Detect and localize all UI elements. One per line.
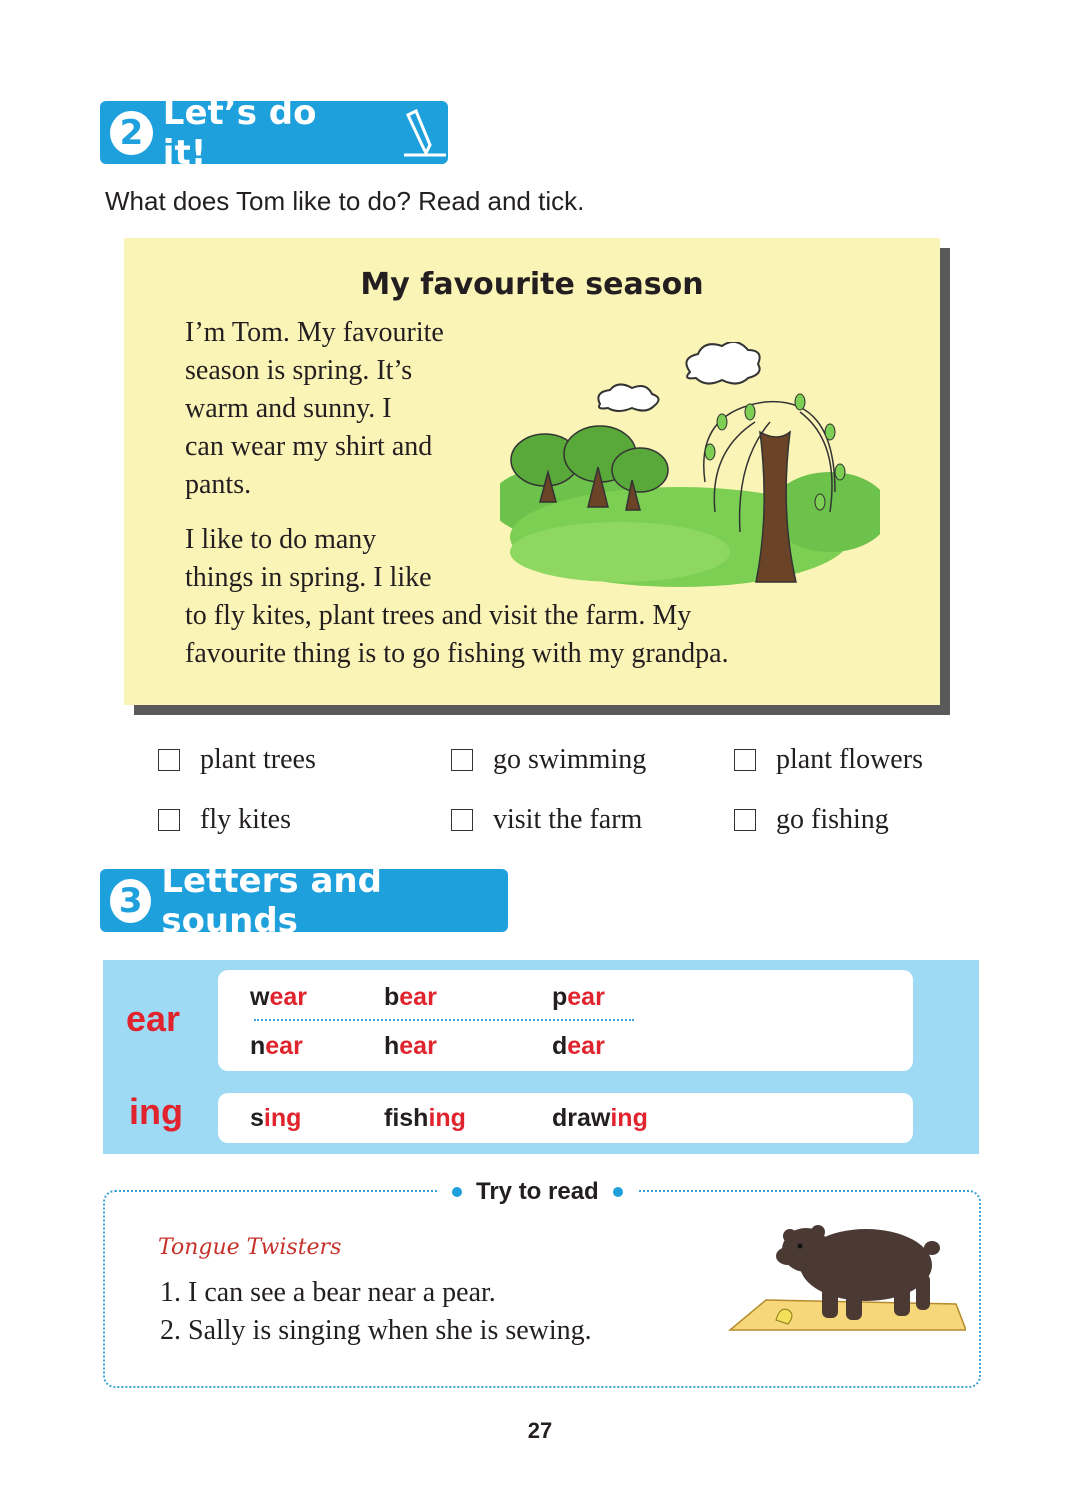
bullet-dot-icon bbox=[452, 1187, 462, 1197]
word-sing: sing bbox=[250, 1104, 302, 1132]
phonics-key-ear: ear bbox=[126, 998, 181, 1039]
phonics-key-ing: ing bbox=[129, 1091, 183, 1132]
dotted-divider bbox=[254, 1019, 634, 1021]
text-line: can wear my shirt and bbox=[185, 431, 433, 462]
option-visit-the-farm[interactable] bbox=[451, 804, 642, 836]
text-line: warm and sunny. I bbox=[185, 393, 392, 424]
checkbox[interactable] bbox=[734, 809, 756, 831]
section-title: Letters and sounds bbox=[161, 860, 382, 941]
word-near: near bbox=[250, 1032, 303, 1060]
text-line: season is spring. It’s bbox=[185, 355, 413, 386]
tongue-twisters-title: Tongue Twisters bbox=[158, 1235, 342, 1260]
option-fly-kites[interactable] bbox=[158, 804, 291, 836]
section-2-banner bbox=[100, 92, 448, 173]
checkbox[interactable] bbox=[158, 809, 180, 831]
option-label: fly kites bbox=[200, 804, 291, 835]
reading-title: My favourite season bbox=[360, 267, 704, 302]
option-plant-trees[interactable] bbox=[158, 744, 316, 776]
option-label: go fishing bbox=[776, 804, 889, 835]
option-label: go swimming bbox=[493, 744, 647, 775]
word-fishing: fishing bbox=[384, 1104, 466, 1132]
tongue-twister-1: 1. I can see a bear near a pear. bbox=[160, 1277, 496, 1308]
option-go-fishing[interactable] bbox=[734, 804, 889, 836]
text-line: pants. bbox=[185, 469, 252, 500]
word-dear: dear bbox=[552, 1032, 605, 1060]
text-line: things in spring. I like bbox=[185, 562, 432, 593]
word-drawing: drawing bbox=[552, 1104, 648, 1132]
reading-paragraph-1 bbox=[185, 314, 444, 504]
text-line: to fly kites, plant trees and visit the farm. My bbox=[185, 600, 692, 631]
option-label: visit the farm bbox=[493, 804, 643, 835]
section-title: Let’s do it! bbox=[162, 92, 317, 173]
spring-trees-illustration bbox=[500, 342, 880, 592]
checkbox[interactable] bbox=[451, 809, 473, 831]
tongue-twister-2: 2. Sally is singing when she is sewing. bbox=[160, 1315, 592, 1346]
section-number: 2 bbox=[110, 111, 153, 155]
section-3-banner bbox=[100, 860, 508, 941]
checkbox[interactable] bbox=[451, 749, 473, 771]
word-pear: pear bbox=[552, 983, 605, 1011]
text-line: I like to do many bbox=[185, 524, 377, 555]
instruction: What does Tom like to do? Read and tick. bbox=[105, 186, 585, 216]
option-go-swimming[interactable] bbox=[451, 744, 646, 776]
word-bear: bear bbox=[384, 983, 437, 1011]
word-wear: wear bbox=[250, 983, 307, 1011]
section-number: 3 bbox=[110, 879, 151, 923]
checkbox[interactable] bbox=[734, 749, 756, 771]
try-to-read-label bbox=[438, 1177, 637, 1207]
page-number: 27 bbox=[527, 1418, 553, 1443]
option-label: plant trees bbox=[200, 744, 316, 775]
option-plant-flowers[interactable] bbox=[734, 744, 923, 776]
bear-with-pear-illustration bbox=[726, 1220, 966, 1340]
word-hear: hear bbox=[384, 1032, 437, 1060]
bullet-dot-icon bbox=[613, 1187, 623, 1197]
checkbox[interactable] bbox=[158, 749, 180, 771]
text-line: I’m Tom. My favourite bbox=[185, 317, 444, 348]
pencil-writing-icon bbox=[402, 107, 448, 159]
text-line: favourite thing is to go fishing with my grandpa. bbox=[185, 638, 729, 669]
try-label-text: Try to read bbox=[476, 1178, 599, 1205]
option-label: plant flowers bbox=[776, 744, 923, 775]
